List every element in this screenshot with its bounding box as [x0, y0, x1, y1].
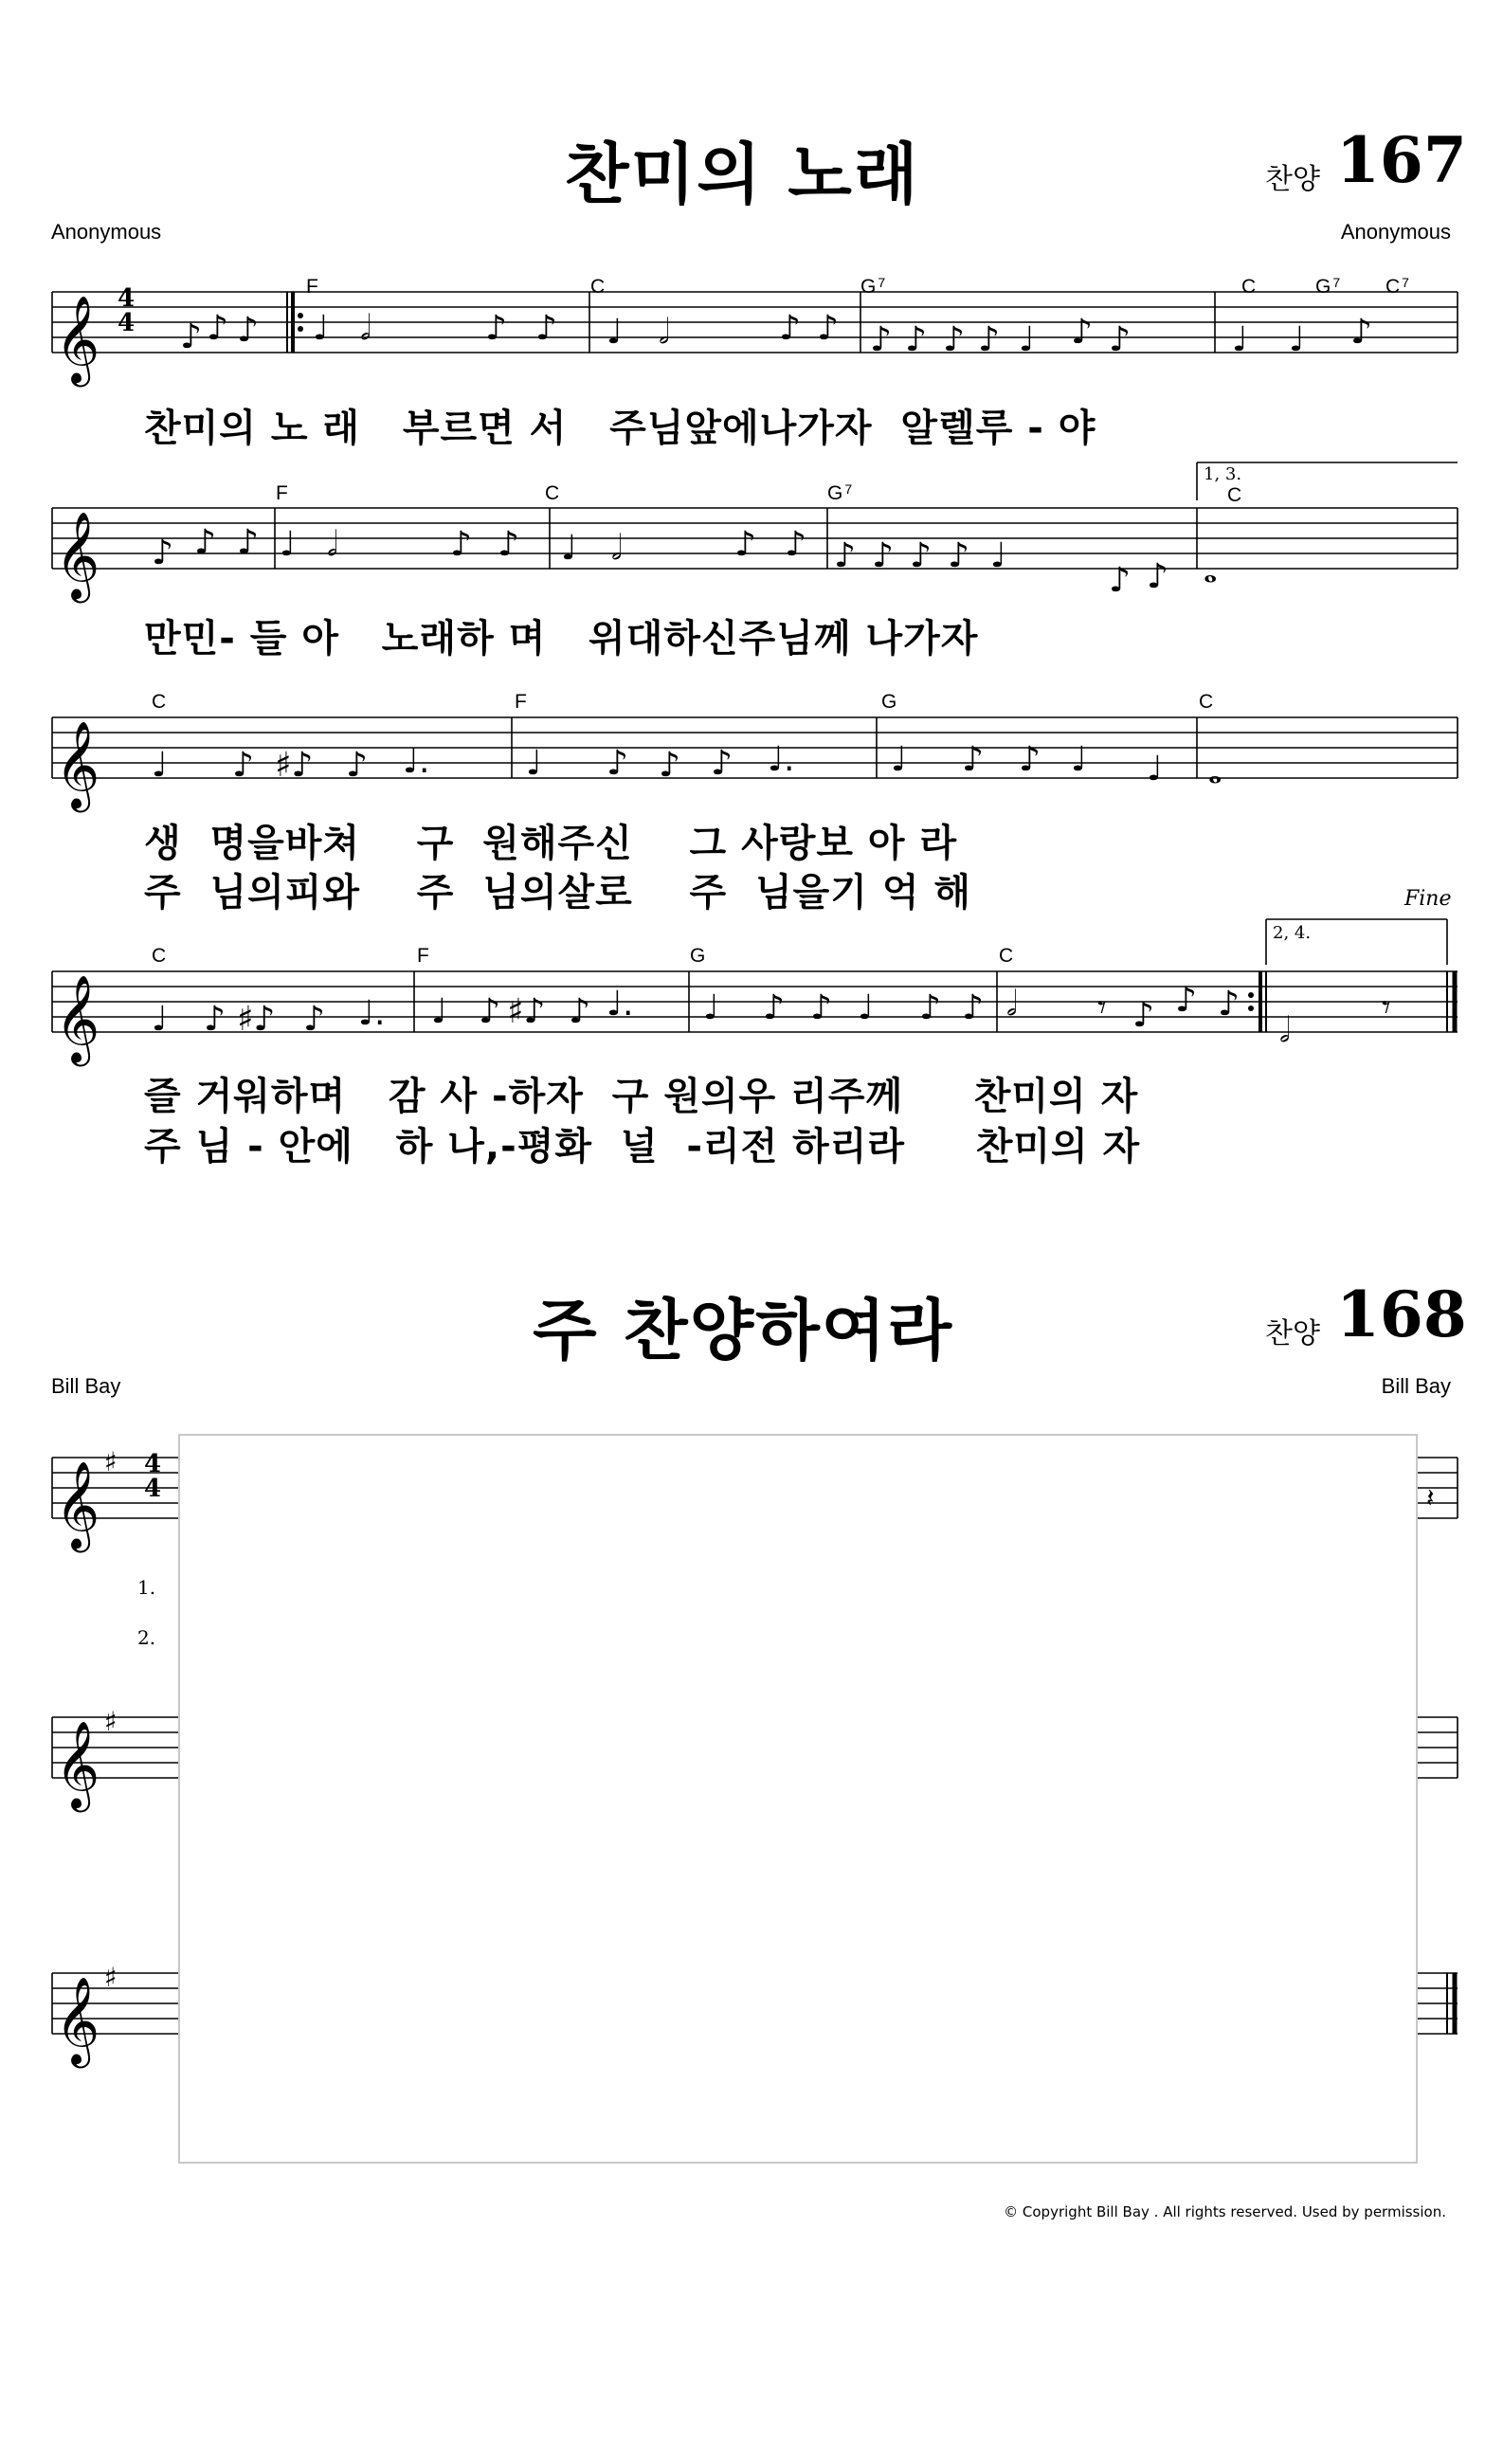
svg-text:𝅗𝅥: 𝅗𝅥 — [659, 313, 670, 352]
svg-text:♯♪: ♯♪ — [275, 746, 314, 785]
svg-text:♩: ♩ — [561, 529, 577, 568]
time-signature: 4 4 — [118, 284, 136, 337]
svg-text:♪: ♪ — [872, 536, 894, 575]
hymn-number: 167 — [1336, 123, 1467, 197]
svg-text:♩: ♩ — [891, 740, 907, 779]
svg-text:𝄞: 𝄞 — [55, 1720, 100, 1808]
ending-label: 1, 3. — [1204, 464, 1242, 484]
svg-text:♪: ♪ — [962, 988, 984, 1027]
svg-text:♯: ♯ — [104, 1446, 118, 1477]
svg-text:♪: ♪ — [498, 525, 519, 564]
chord-symbol: C — [999, 945, 1014, 967]
svg-text:𝅗𝅥: 𝅗𝅥 — [360, 309, 371, 348]
svg-text:♯♪: ♯♪ — [507, 992, 546, 1031]
chord-symbol: C — [545, 482, 560, 504]
svg-text:𝄞: 𝄞 — [55, 511, 100, 599]
svg-text:𝄞: 𝄞 — [55, 720, 100, 808]
svg-text:♪: ♪ — [870, 320, 892, 359]
svg-text:♪: ♪ — [734, 525, 756, 564]
svg-text:𝅗𝅥: 𝅗𝅥 — [327, 525, 338, 564]
time-signature: 4 4 — [144, 1450, 162, 1503]
svg-text:𝅝: 𝅝 — [1204, 552, 1218, 590]
svg-text:♩: ♩ — [280, 525, 296, 564]
chord-symbol: F — [417, 945, 429, 967]
svg-text:♪: ♪ — [1109, 320, 1131, 359]
svg-text:♪: ♪ — [943, 320, 965, 359]
svg-text:♪: ♪ — [152, 534, 173, 572]
svg-text:♪: ♪ — [237, 523, 259, 562]
svg-text:♪: ♪ — [569, 992, 590, 1031]
svg-text:♪: ♪ — [1350, 313, 1372, 352]
svg-text:♩: ♩ — [1289, 320, 1305, 359]
svg-text:♪: ♪ — [810, 988, 832, 1027]
svg-text:♪: ♪ — [1175, 981, 1197, 1020]
lyric-line: 찬미의 노 래 부르면 서 주님앞에나가자 알렐루 - 야 — [144, 407, 1096, 450]
svg-text:♪: ♪ — [237, 311, 259, 350]
svg-text:♪: ♪ — [978, 320, 1000, 359]
blank-content-box — [178, 1434, 1418, 2164]
lyric-line: 생 명을바쳐 구 원해주신 그 사랑보 아 라 — [144, 822, 958, 865]
svg-text:♪: ♪ — [817, 309, 839, 348]
svg-text:♪: ♪ — [180, 317, 202, 356]
svg-text:♩.: ♩. — [358, 994, 386, 1033]
hymn-number: 168 — [1336, 1277, 1467, 1351]
composer-credit: Anonymous — [1340, 220, 1451, 244]
svg-text:♪: ♪ — [479, 992, 500, 1031]
chord-symbol: G — [881, 691, 897, 713]
svg-text:♪: ♪ — [450, 525, 472, 564]
svg-text:𝄞: 𝄞 — [55, 1460, 100, 1549]
lyricist-credit: Bill Bay — [51, 1374, 121, 1398]
copyright-notice: © Copyright Bill Bay . All rights reserved. Used by permission. — [1004, 2203, 1446, 2220]
chord-symbol: C $^7$ — [1385, 275, 1409, 298]
svg-text:♪: ♪ — [763, 988, 785, 1027]
svg-text:♪: ♪ — [785, 525, 806, 564]
lyric-line: 주 님의피와 주 님의살로 주 님을기 억 해 — [144, 871, 972, 915]
lyric-line: 즐 거워하며 감 사 -하자 구 원의우 리주께 찬미의 자 — [144, 1075, 1139, 1118]
svg-text:𝅗𝅥: 𝅗𝅥 — [1006, 985, 1018, 1024]
svg-text:♩: ♩ — [313, 309, 329, 348]
svg-text:♪: ♪ — [194, 523, 216, 562]
svg-text:♪: ♪ — [232, 746, 254, 785]
fine-marking: Fine — [1404, 887, 1452, 911]
svg-text:♪: ♪ — [1071, 313, 1093, 352]
verse-number: 2. — [137, 1626, 156, 1649]
svg-text:♪: ♪ — [711, 744, 733, 783]
chord-symbol: C — [590, 276, 606, 298]
svg-text:♪: ♪ — [1019, 740, 1041, 779]
svg-text:𝅗𝅥: 𝅗𝅥 — [611, 529, 623, 568]
chord-symbol: C — [1241, 276, 1257, 298]
svg-text:♩: ♩ — [703, 988, 719, 1027]
chord-symbol: F — [276, 482, 288, 504]
song-title: 주 찬양하여라 — [533, 1292, 954, 1369]
svg-text:♩: ♩ — [1232, 320, 1248, 359]
chord-symbol: C — [152, 691, 167, 713]
chord-symbol: G $^7$ — [1315, 275, 1341, 298]
svg-text:♪: ♪ — [1147, 557, 1168, 596]
svg-text:♩: ♩ — [990, 536, 1006, 575]
svg-text:♪: ♪ — [204, 1000, 226, 1039]
lyric-line: 만민- 들 아 노래하 며 위대하신주님께 나가자 — [144, 617, 979, 661]
svg-text:𝄞: 𝄞 — [55, 1976, 100, 2064]
chord-symbol: C — [152, 945, 167, 967]
svg-text:♪: ♪ — [535, 309, 557, 348]
svg-text:𝄾: 𝄾 — [1097, 988, 1107, 1027]
hymn-label: 찬양 — [1265, 1317, 1320, 1350]
svg-text:𝄞: 𝄞 — [55, 974, 100, 1062]
chord-symbol: G $^7$ — [827, 481, 853, 504]
song-title: 찬미의 노래 — [565, 136, 920, 213]
svg-text:♩: ♩ — [152, 746, 168, 785]
svg-text:♩: ♩ — [526, 744, 542, 783]
svg-text:♪: ♪ — [1132, 996, 1154, 1035]
svg-text:♩: ♩ — [152, 1000, 168, 1039]
svg-text:♪: ♪ — [910, 536, 932, 575]
svg-text:♪: ♪ — [919, 988, 941, 1027]
svg-text:♩: ♩ — [1019, 320, 1035, 359]
svg-text:♪: ♪ — [659, 746, 680, 785]
chord-symbol: F — [515, 691, 527, 713]
composer-credit: Bill Bay — [1381, 1374, 1451, 1398]
svg-text:𝄽: 𝄽 — [1426, 1482, 1435, 1513]
svg-text:♪: ♪ — [1218, 985, 1240, 1024]
hymn-label: 찬양 — [1265, 163, 1320, 196]
chord-symbol: C — [1227, 484, 1242, 506]
svg-text:𝅗𝅥: 𝅗𝅥 — [1279, 1011, 1291, 1050]
svg-text:♩.: ♩. — [607, 985, 634, 1024]
svg-text:♩.: ♩. — [403, 742, 430, 781]
svg-text:♩: ♩ — [858, 988, 874, 1027]
svg-text:𝄞: 𝄞 — [55, 295, 100, 383]
svg-text:♪: ♪ — [1109, 561, 1131, 600]
svg-text:𝅝: 𝅝 — [1208, 752, 1222, 791]
svg-text:♪: ♪ — [905, 320, 927, 359]
lyric-line: 주 님 - 안에 하 나,-평화 널 -리전 하리라 찬미의 자 — [144, 1125, 1141, 1169]
svg-text:♯♪: ♯♪ — [237, 1000, 276, 1039]
svg-text:♩: ♩ — [1147, 750, 1163, 788]
svg-text:♯: ♯ — [104, 1962, 118, 1993]
chord-symbol: G $^7$ — [860, 275, 886, 298]
svg-text:♪: ♪ — [207, 309, 228, 348]
svg-text:♪: ♪ — [962, 740, 984, 779]
svg-text:♪: ♪ — [346, 746, 368, 785]
svg-text:♩: ♩ — [431, 992, 447, 1031]
chord-symbol: C — [1199, 691, 1214, 713]
svg-text:♩: ♩ — [607, 313, 623, 352]
svg-text:♪: ♪ — [607, 744, 628, 783]
svg-text:♩: ♩ — [1071, 740, 1087, 779]
svg-text:♪: ♪ — [834, 536, 856, 575]
svg-text:𝄾: 𝄾 — [1382, 988, 1391, 1027]
lyricist-credit: Anonymous — [51, 220, 162, 244]
svg-text:♪: ♪ — [303, 1000, 325, 1039]
verse-number: 1. — [137, 1576, 156, 1599]
svg-text:♪: ♪ — [779, 309, 801, 348]
svg-text:♪: ♪ — [948, 536, 969, 575]
svg-text:♪: ♪ — [485, 309, 507, 348]
svg-text:♯: ♯ — [104, 1706, 118, 1737]
chord-symbol: F — [306, 276, 318, 298]
chord-symbol: G — [690, 945, 706, 967]
ending-label: 2, 4. — [1273, 923, 1312, 943]
svg-text:♩.: ♩. — [768, 740, 795, 779]
